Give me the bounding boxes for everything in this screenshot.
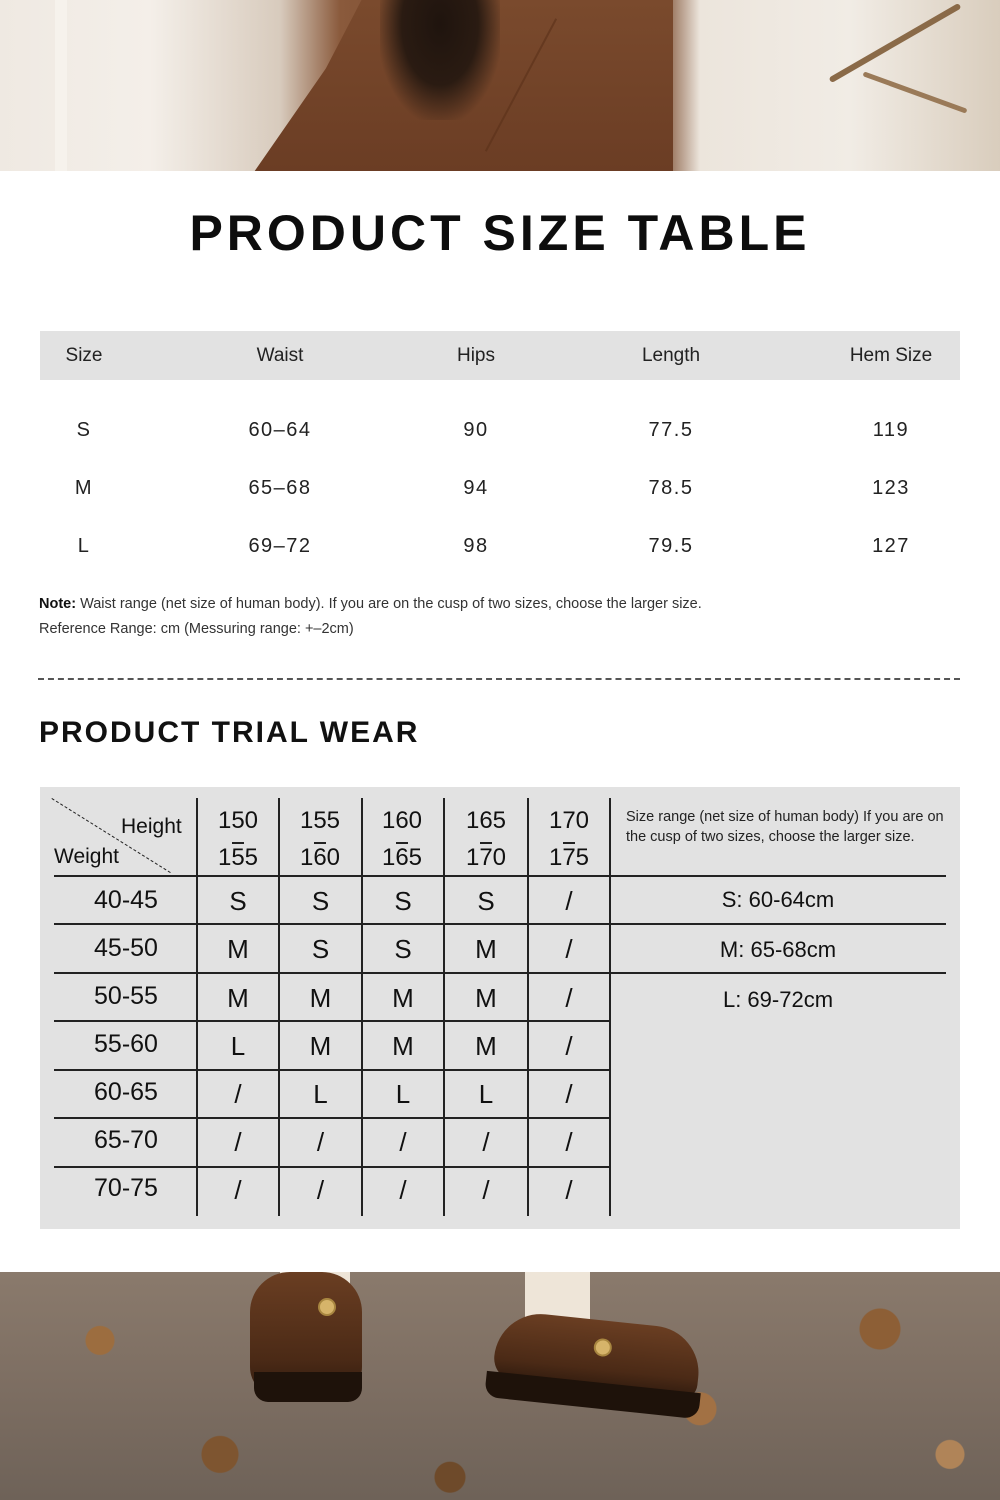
size-cell: / — [482, 1175, 490, 1205]
grid-line — [54, 1117, 610, 1119]
weight-label: 45-50 — [94, 934, 158, 962]
size-cell: S — [311, 886, 330, 916]
size-cell: / — [482, 1127, 490, 1157]
size-cell: / — [234, 1127, 242, 1157]
range-dash — [563, 842, 575, 844]
cell-length: 77.5 — [648, 419, 694, 441]
cell-waist: 60–64 — [248, 419, 312, 441]
cell-hem: 119 — [872, 419, 910, 441]
dry-branch-2 — [862, 71, 967, 113]
size-cell: S — [229, 886, 247, 916]
size-cell: / — [565, 934, 573, 964]
size-cell: M — [227, 983, 249, 1013]
buckle-icon — [318, 1298, 336, 1316]
size-cell: M — [309, 1031, 332, 1061]
range-dash — [232, 842, 244, 844]
size-range-note: Size range (net size of human body) If you are on the cusp of two sizes, choose the larger size. — [626, 809, 944, 845]
model-hair — [380, 0, 500, 120]
size-cell: M — [475, 1031, 497, 1061]
weight-label: 65-70 — [94, 1126, 158, 1154]
height-col-165: 165 170 — [465, 807, 507, 871]
header-size: Size — [65, 345, 103, 366]
cell-waist: 65–68 — [248, 477, 312, 499]
size-cell: S — [394, 886, 412, 916]
size-cell: / — [399, 1175, 407, 1205]
size-cell: S — [477, 886, 495, 916]
range-s: S: 60-64cm — [721, 887, 835, 912]
size-cell: / — [316, 1127, 325, 1157]
size-cell: / — [565, 1175, 573, 1205]
header-hips: Hips — [456, 345, 495, 366]
curtain-highlight — [55, 0, 67, 171]
size-cell: M — [392, 983, 414, 1013]
cell-waist: 69–72 — [248, 535, 312, 557]
size-cell: M — [392, 1031, 414, 1061]
grid-line — [54, 875, 946, 877]
cell-hips: 94 — [463, 477, 489, 499]
range-dash — [396, 842, 408, 844]
size-cell: L — [313, 1079, 328, 1109]
size-cell: M — [227, 934, 249, 964]
page-title: PRODUCT SIZE TABLE — [189, 205, 811, 261]
corner-weight-label: Weight — [54, 845, 119, 868]
cell-hem: 127 — [872, 535, 910, 557]
top-product-photo — [0, 0, 1000, 171]
cell-hips: 98 — [463, 535, 489, 557]
cell-hips: 90 — [463, 419, 489, 441]
cell-size: M — [74, 477, 94, 499]
size-cell: / — [565, 886, 573, 916]
height-col-170: 170 175 — [548, 807, 590, 871]
size-table-header — [40, 331, 960, 380]
weight-label: 55-60 — [94, 1030, 158, 1058]
size-cell: / — [565, 1127, 573, 1157]
note-line-1 — [39, 596, 702, 612]
size-cell: / — [399, 1127, 407, 1157]
sole — [254, 1372, 362, 1402]
height-col-160: 160 165 — [381, 807, 423, 871]
dry-branch — [829, 3, 962, 83]
note-line-2: Reference Range: cm (Messuring range: +–2cm) — [39, 621, 354, 637]
size-cell: / — [565, 983, 573, 1013]
cell-hem: 123 — [872, 477, 910, 499]
trial-wear-title: PRODUCT TRIAL WEAR — [39, 716, 420, 749]
weight-label: 60-65 — [94, 1078, 158, 1106]
grid-line — [54, 1166, 610, 1168]
buckle-icon — [593, 1338, 613, 1358]
corner-height-label: Height — [121, 815, 182, 838]
table-row — [40, 522, 960, 571]
size-cell: M — [475, 934, 497, 964]
grid-line — [54, 972, 946, 974]
grid-line — [54, 1069, 610, 1071]
note-label: Note: — [39, 596, 77, 612]
height-col-155: 155 160 — [299, 807, 341, 871]
range-m: M: 65-68cm — [719, 937, 837, 962]
size-cell: / — [316, 1175, 325, 1205]
header-hem-size: Hem Size — [849, 345, 933, 366]
cell-size: L — [77, 535, 91, 557]
size-cell: / — [565, 1079, 573, 1109]
range-dash — [480, 842, 492, 844]
table-row — [40, 464, 960, 513]
cell-size: S — [76, 419, 92, 441]
size-cell: S — [394, 934, 412, 964]
size-cell: L — [395, 1079, 411, 1109]
cell-length: 79.5 — [648, 535, 694, 557]
size-cell: / — [565, 1031, 573, 1061]
range-l: L: 69-72cm — [722, 987, 834, 1012]
weight-label: 40-45 — [94, 886, 158, 914]
cell-length: 78.5 — [648, 477, 694, 499]
size-cell: L — [230, 1031, 246, 1061]
weight-label: 70-75 — [94, 1174, 158, 1202]
grid-line — [54, 923, 946, 925]
bottom-product-photo — [0, 1272, 1000, 1500]
size-cell: / — [234, 1175, 242, 1205]
size-cell: S — [311, 934, 330, 964]
size-cell: M — [309, 983, 332, 1013]
grid-line — [54, 1020, 610, 1022]
size-cell: M — [475, 983, 497, 1013]
weight-label: 50-55 — [94, 982, 158, 1010]
dashed-divider — [38, 678, 960, 680]
table-row — [40, 406, 960, 455]
header-length: Length — [641, 345, 701, 366]
header-waist: Waist — [256, 345, 304, 366]
range-dash — [314, 842, 326, 844]
size-cell: L — [478, 1079, 494, 1109]
note-text: Waist range (net size of human body). If you are on the cusp of two sizes, choose the larger size. — [76, 596, 702, 612]
height-col-150: 150 155 — [217, 807, 259, 871]
size-cell: / — [234, 1079, 242, 1109]
